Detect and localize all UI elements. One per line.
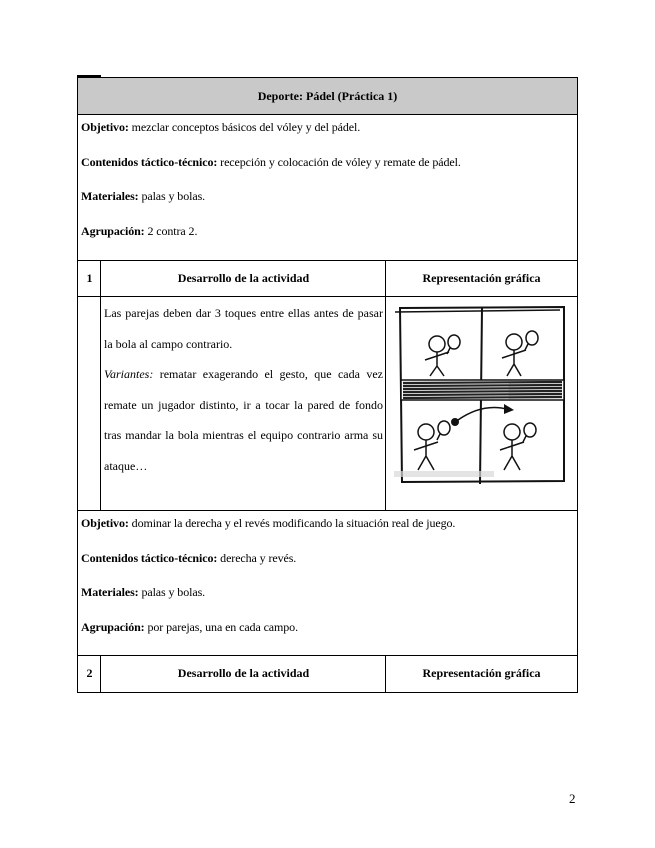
objetivo-label: Objetivo:	[81, 516, 129, 530]
contenidos-label: Contenidos táctico-técnico:	[81, 155, 218, 169]
materiales-line-1	[81, 189, 205, 204]
col-representacion-2: Representación gráfica	[385, 655, 578, 693]
objetivo-label: Objetivo:	[81, 120, 129, 134]
activity-number-2: 2	[77, 655, 101, 693]
contenidos-label: Contenidos táctico-técnico:	[81, 551, 218, 565]
materiales-text: palas y bolas.	[138, 189, 206, 203]
materiales-line-2	[81, 585, 205, 600]
description-text: Las parejas deben dar 3 toques entre ellas antes de pasar la bola al campo contrario.	[104, 306, 383, 351]
info-block-1	[77, 115, 578, 261]
info-block-2	[77, 510, 578, 656]
activity-graphic-cell-1	[385, 296, 578, 511]
agrupacion-line-1	[81, 224, 197, 239]
activity-number-cell-1	[77, 296, 101, 511]
page-number: 2	[569, 791, 576, 806]
agrupacion-label: Agrupación:	[81, 224, 145, 238]
objetivo-text: mezclar conceptos básicos del vóley y del pádel.	[128, 120, 361, 134]
objetivo-line-2	[81, 516, 455, 531]
materiales-label: Materiales:	[81, 189, 139, 203]
objetivo-line-1	[81, 120, 360, 135]
contenidos-line-1	[81, 155, 461, 170]
objetivo-text: dominar la derecha y el revés modificando la situación real de juego.	[128, 516, 456, 530]
col-representacion-1: Representación gráfica	[385, 260, 578, 297]
agrupacion-label: Agrupación:	[81, 620, 145, 634]
padel-court-sketch-icon	[392, 304, 567, 489]
variantes-text: rematar exagerando el gesto, que cada vez remate un jugador distinto, ir a tocar la pared de fondo tras mandar la bola mientras el equipo contrario arma su ataque…	[104, 367, 383, 473]
activity-number-1: 1	[77, 260, 101, 297]
agrupacion-line-2	[81, 620, 298, 635]
contenidos-line-2	[81, 551, 296, 566]
agrupacion-text: 2 contra 2.	[144, 224, 198, 238]
col-desarrollo-1: Desarrollo de la actividad	[100, 260, 386, 297]
activity-description-1	[100, 296, 386, 511]
materiales-text: palas y bolas.	[138, 585, 206, 599]
contenidos-text: recepción y colocación de vóley y remate de pádel.	[217, 155, 461, 169]
sport-header: Deporte: Pádel (Práctica 1)	[77, 77, 578, 115]
agrupacion-text: por parejas, una en cada campo.	[144, 620, 298, 634]
materiales-label: Materiales:	[81, 585, 139, 599]
col-desarrollo-2: Desarrollo de la actividad	[100, 655, 386, 693]
variantes-label: Variantes:	[104, 367, 154, 381]
contenidos-text: derecha y revés.	[217, 551, 297, 565]
